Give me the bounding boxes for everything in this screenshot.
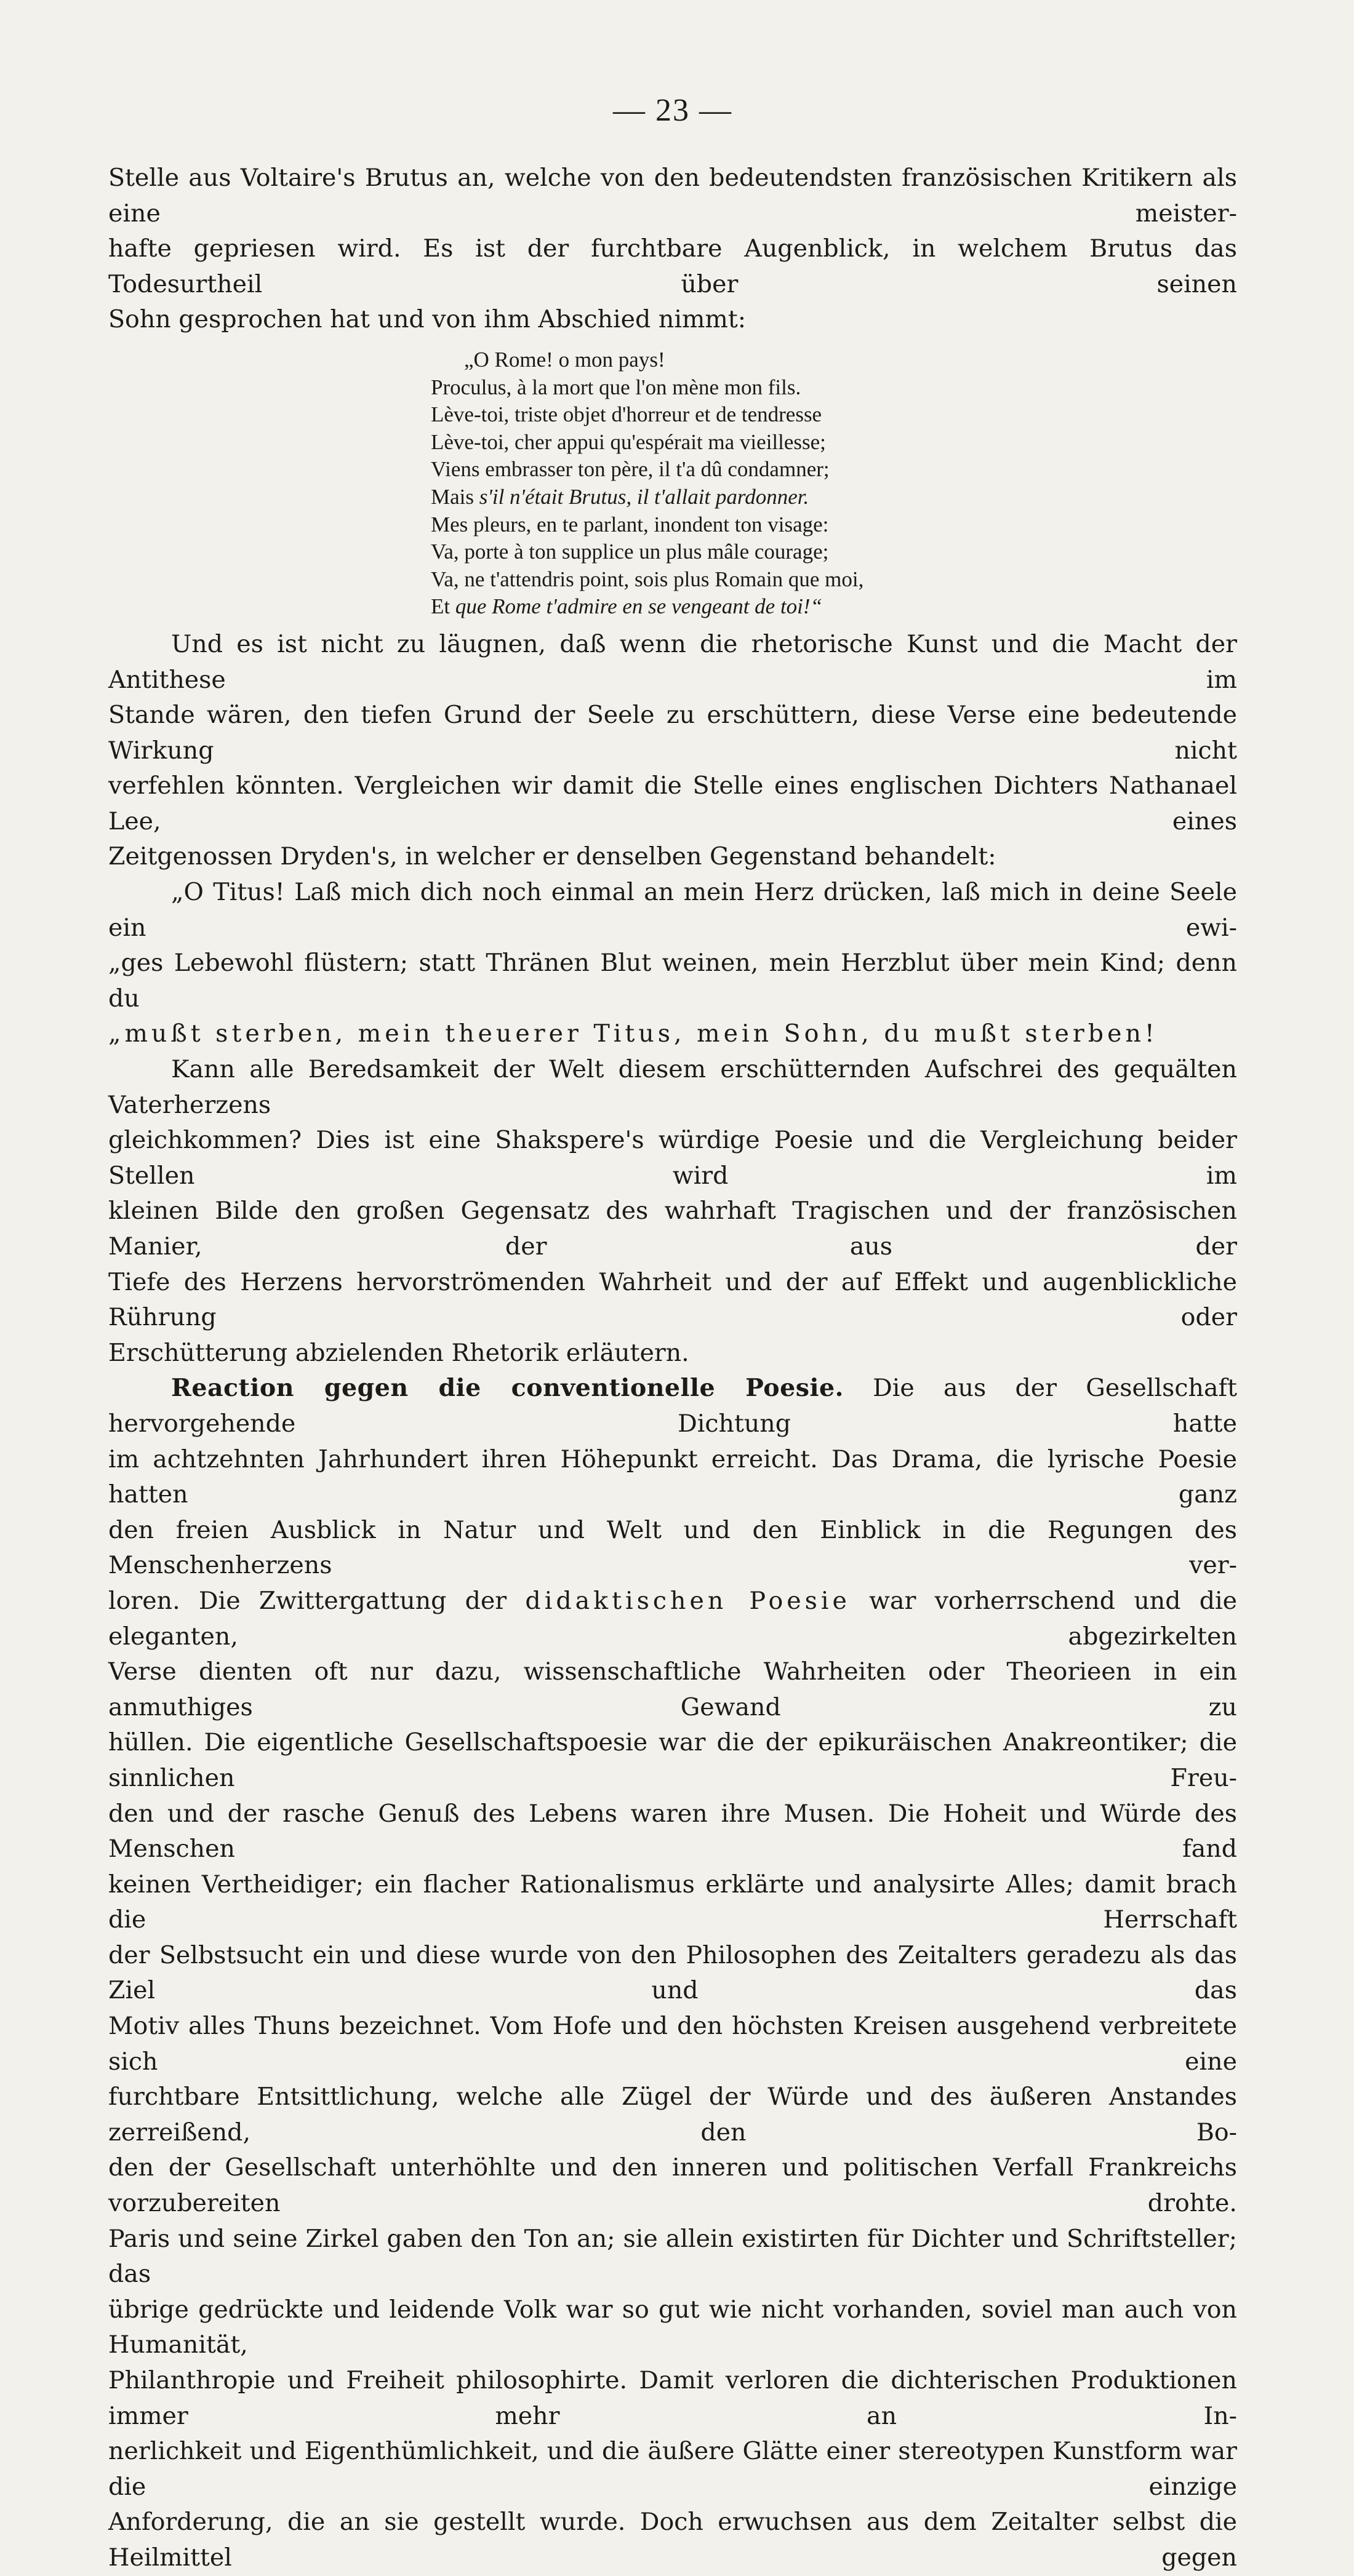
text-line: im achtzehnten Jahrhundert ihren Höhepunkt erreicht. Das Drama, die lyrische Poesie hatten ganz [108, 1445, 1237, 1509]
paragraph-reaction [108, 1371, 1237, 2575]
text-span: Die aus der Gesellschaft hervorgehende Dichtung hatte [108, 1374, 1237, 1438]
text-line: keinen Vertheidiger; ein flacher Rationalismus erklärte und analysirte Alles; damit brach die Herrschaft [108, 1870, 1237, 1934]
text-line: den der Gesellschaft unterhöhlte und den inneren und politischen Verfall Frankreichs vorzubereiten drohte. [108, 2153, 1237, 2218]
paragraph-comparison [108, 1052, 1237, 1371]
text-line: nerlichkeit und Eigenthümlichkeit, und die äußere Glätte einer stereotypen Kunstform war die einzige [108, 2437, 1237, 2501]
section-heading: Reaction gegen die conventionelle Poesie. [171, 1374, 844, 1403]
text-line [108, 1584, 1237, 1654]
verse-text: Mais [431, 484, 474, 509]
text-line: Philanthropie und Freiheit philosophirte. Damit verloren die dichterischen Produktionen immer mehr an In- [108, 2366, 1237, 2430]
paragraph-intro [108, 161, 1237, 338]
text-line: übrige gedrückte und leidende Volk war so gut wie nicht vorhanden, soviel man auch von Humanität, [108, 2295, 1237, 2359]
verse-line: „O Rome! o mon pays! [464, 347, 665, 372]
text-line: Und es ist nicht zu läugnen, daß wenn die rhetorische Kunst und die Macht der Antithese im [108, 629, 1237, 694]
text-line: Zeitgenossen Dryden's, in welcher er denselben Gegenstand behandelt: [108, 842, 996, 871]
text-line: Verse dienten oft nur dazu, wissenschaftliche Wahrheiten oder Theorieen in ein anmuthiges Gewand zu [108, 1657, 1237, 1721]
text-line: der Selbstsucht ein und diese wurde von den Philosophen des Zeitalters geradezu als das Ziel und das [108, 1940, 1237, 2005]
paragraph-rhetoric [108, 627, 1237, 875]
verse-line: Lève-toi, cher appui qu'espérait ma vieillesse; [431, 429, 826, 454]
text-line: Stelle aus Voltaire's Brutus an, welche von den bedeutendsten französischen Kritikern als eine meister- [108, 164, 1237, 228]
text-line: Sohn gesprochen hat und von ihm Abschied nimmt: [108, 305, 747, 334]
verse-italic-text: que Rome t'admire en se vengeant de toi!“ [455, 594, 823, 619]
text-line: „mußt sterben, mein theuerer Titus, mein Sohn, du mußt sterben! [108, 1019, 1158, 1048]
text-line: kleinen Bilde den großen Gegensatz des wahrhaft Tragischen und der französischen Manier, der aus der [108, 1197, 1237, 1261]
text-line: Paris und seine Zirkel gaben den Ton an; sie allein existirten für Dichter und Schriftsteller; das [108, 2224, 1237, 2289]
verse-line [431, 593, 1237, 621]
verse-line: Mes pleurs, en te parlant, inondent ton visage: [431, 512, 829, 536]
verse-line [431, 484, 1237, 511]
verse-line: Va, porte à ton supplice un plus mâle courage; [431, 540, 829, 564]
verse-text: Et [431, 594, 451, 619]
text-line: verfehlen könnten. Vergleichen wir damit die Stelle eines englischen Dichters Nathanael Lee, eines [108, 772, 1237, 835]
verse-italic-text: s'il n'était Brutus, il t'allait pardonner. [479, 484, 809, 509]
page-number: — 23 — [613, 93, 732, 128]
text-line: den freien Ausblick in Natur und Welt und den Einblick in die Regungen des Menschenherzens ver- [108, 1515, 1237, 1580]
text-line: gleichkommen? Dies ist eine Shakspere's würdige Poesie und die Vergleichung beider Stellen wird im [108, 1126, 1237, 1190]
text-line: Motiv alles Thuns bezeichnet. Vom Hofe und den höchsten Kreisen ausgehend verbreitete sich eine [108, 2012, 1237, 2076]
text-line: hafte gepriesen wird. Es ist der furchtbare Augenblick, in welchem Brutus das Todesurtheil über seinen [108, 234, 1237, 298]
verse-line: Lève-toi, triste objet d'horreur et de tendresse [431, 402, 822, 427]
voltaire-verse-quote [431, 346, 1237, 621]
text-line: Anforderung, die an sie gestellt wurde. Doch erwuchsen aus dem Zeitalter selbst die Heilmittel gegen [108, 2508, 1237, 2572]
text-line: Stande wären, den tiefen Grund der Seele zu erschüttern, diese Verse eine bedeutende Wirkung nicht [108, 701, 1237, 765]
verse-line: Va, ne t'attendris point, sois plus Romain que moi, [431, 567, 864, 591]
text-line: den und der rasche Genuß des Lebens waren ihre Musen. Die Hoheit und Würde des Menschen fand [108, 1799, 1237, 1864]
text-line: „O Titus! Laß mich dich noch einmal an mein Herz drücken, laß mich in deine Seele ein ewi- [108, 878, 1237, 942]
text-line: hüllen. Die eigentliche Gesellschaftspoesie war die der epikuräischen Anakreontiker; die sinnlichen Freu- [108, 1728, 1237, 1792]
text-line: Tiefe des Herzens hervorströmenden Wahrheit und der auf Effekt und augenblickliche Rührung oder [108, 1267, 1237, 1332]
text-line [108, 1371, 1237, 1442]
text-line: „ges Lebewohl flüstern; statt Thränen Blut weinen, mein Herzblut über mein Kind; denn du [108, 949, 1237, 1013]
verse-line: Viens embrasser ton père, il t'a dû condamner; [431, 457, 830, 482]
text-line: Erschütterung abzielenden Rhetorik erläutern. [108, 1338, 689, 1367]
spaced-emphasis: didaktischen Poesie [525, 1586, 851, 1615]
lee-quote [108, 875, 1237, 1052]
verse-line: Proculus, à la mort que l'on mène mon fils. [431, 375, 801, 399]
text-span: loren. Die Zwittergattung der [108, 1586, 507, 1615]
text-line: Kann alle Beredsamkeit der Welt diesem erschütternden Aufschrei des gequälten Vaterherzens [108, 1055, 1237, 1119]
text-span: war vorherrschend und die eleganten, abgezirkelten [108, 1586, 1237, 1651]
text-line: furchtbare Entsittlichung, welche alle Zügel der Würde und des äußeren Anstandes zerreißend, den Bo- [108, 2083, 1237, 2147]
